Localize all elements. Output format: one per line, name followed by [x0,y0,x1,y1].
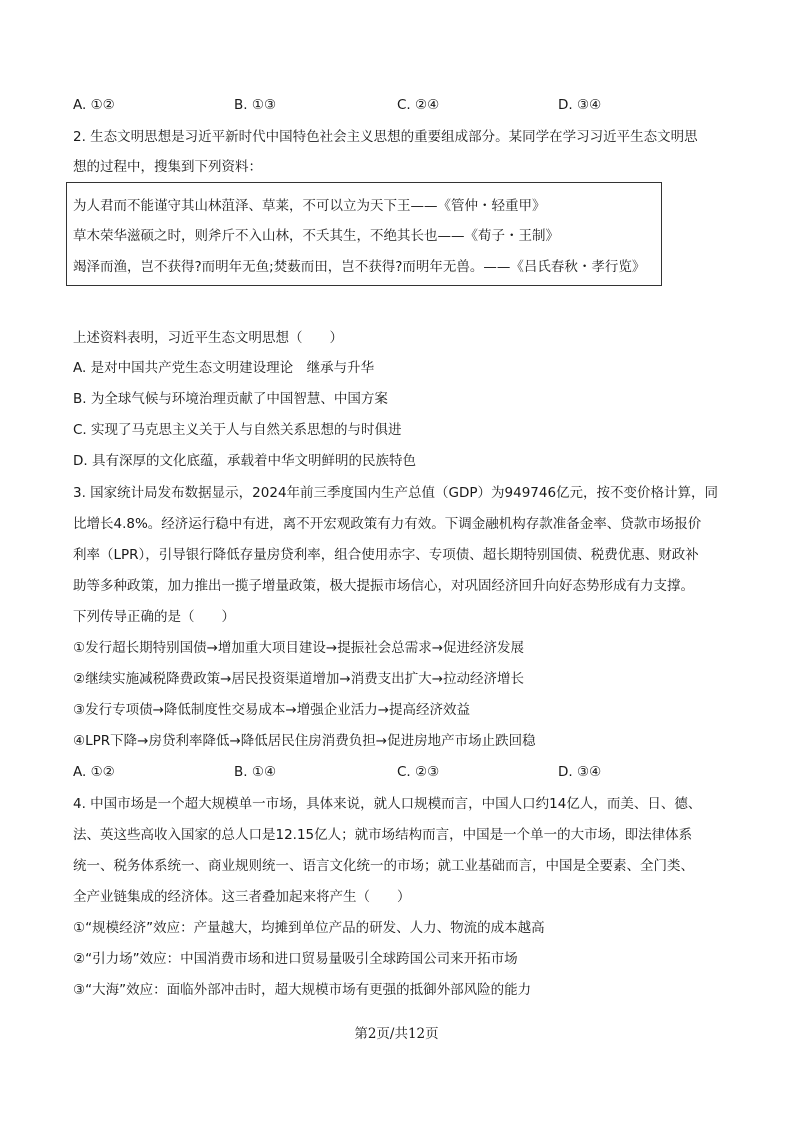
q4-item: ①“规模经济”效应：产量越大，均摊到单位产品的研发、人力、物流的成本越高 [73,920,545,936]
q2-quote: 草木荣华滋硕之时，则斧斤不入山林，不夭其生，不绝其长也——《荀子・王制》 [73,228,559,244]
q3-option-c: C. ②③ [397,764,440,780]
q1-option-a: A. ①② [73,97,115,113]
q4-item: ②“引力场”效应：中国消费市场和进口贸易量吸引全球跨国公司来开拓市场 [73,951,518,967]
q2-quote: 为人君而不能谨守其山林菹泽、草莱，不可以立为天下王——《管仲・轻重甲》 [73,198,546,214]
q2-quote-box [66,182,662,286]
q2-option-c: C. 实现了马克思主义关于人与自然关系思想的与时俱进 [73,422,402,438]
q2-option-b: B. 为全球气候与环境治理贡献了中国智慧、中国方案 [73,391,388,407]
q3-item: ③发行专项债→降低制度性交易成本→增强企业活力→提高经济效益 [73,702,471,718]
q3-option-d: D. ③④ [558,764,602,780]
q3-stem-line: 3. 国家统计局发布数据显示，2024年前三季度国内生产总值（GDP）为949746亿元，按不变价格计算，同 [73,485,719,501]
q3-option-b: B. ①④ [234,764,277,780]
q3-options [73,762,713,782]
q1-option-d: D. ③④ [558,97,602,113]
q3-stem-line: 利率（LPR），引导银行降低存量房贷利率，组合使用赤字、专项债、超长期特别国债、税费优惠、财政补 [73,547,699,563]
q1-option-c: C. ②④ [397,97,440,113]
q3-item: ②继续实施减税降费政策→居民投资渠道增加→消费支出扩大→拉动经济增长 [73,671,525,687]
q2-option-a: A. 是对中国共产党生态文明建设理论 继承与升华 [73,360,375,376]
q4-stem-line: 4. 中国市场是一个超大规模单一市场，具体来说，就人口规模而言，中国人口约14亿人，而美、日、德、 [73,796,702,812]
q3-stem-line: 比增长4.8%。经济运行稳中有进，离不开宏观政策有力有效。下调金融机构存款准备金率、贷款市场报价 [73,516,702,532]
q4-stem-line: 统一、税务体系统一、商业规则统一、语言文化统一的市场；就工业基础而言，中国是全要素、全门类、 [73,858,694,874]
q1-options [73,95,713,115]
q2-stem-line: 2. 生态文明思想是习近平新时代中国特色社会主义思想的重要组成部分。某同学在学习习近平生态文明思 [73,129,698,145]
q2-option-d: D. 具有深厚的文化底蕴，承载着中华文明鲜明的民族特色 [73,453,416,469]
q3-stem-line: 助等多种政策，加力推出一揽子增量政策，极大提振市场信心，对巩固经济回升向好态势形成有力支撑。 [73,578,694,594]
q3-item: ①发行超长期特别国债→增加重大项目建设→提振社会总需求→促进经济发展 [73,640,525,656]
page-number: 第2页/共12页 [354,1026,439,1042]
q2-quote: 竭泽而渔，岂不获得?而明年无鱼;焚薮而田，岂不获得?而明年无兽。——《吕氏春秋・孝行览》 [73,259,646,275]
q4-question: 全产业链集成的经济体。这三者叠加起来将产生（ ） [73,889,411,905]
q3-item: ④LPR下降→房贷利率降低→降低居民住房消费负担→促进房地产市场止跌回稳 [73,733,536,749]
q2-question: 上述资料表明，习近平生态文明思想（ ） [73,330,343,346]
q4-item: ③“大海”效应：面临外部冲击时，超大规模市场有更强的抵御外部风险的能力 [73,982,532,998]
q3-question: 下列传导正确的是（ ） [73,609,235,625]
q3-option-a: A. ①② [73,764,115,780]
q4-stem-line: 法、英这些高收入国家的总人口是12.15亿人；就市场结构而言，中国是一个单一的大市场，即法律体系 [73,827,693,843]
q2-stem-line: 想的过程中，搜集到下列资料： [73,159,262,175]
q1-option-b: B. ①③ [234,97,277,113]
